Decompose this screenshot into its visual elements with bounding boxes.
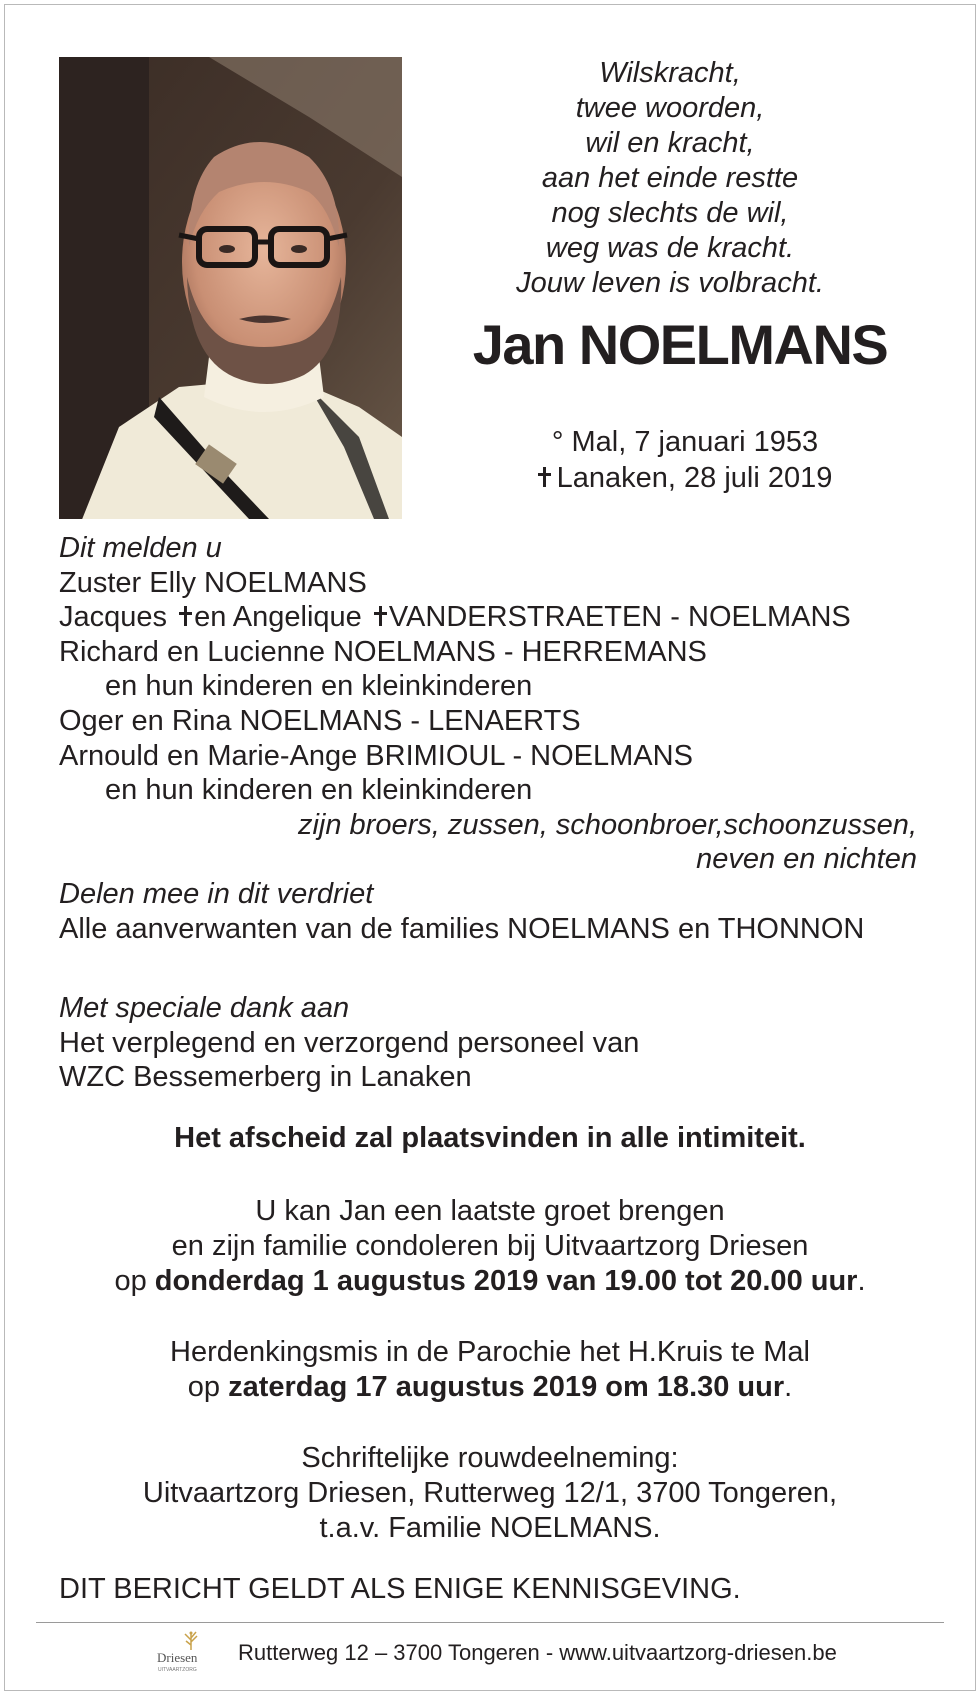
notice-text: DIT BERICHT GELDT ALS ENIGE KENNISGEVING. bbox=[59, 1573, 741, 1605]
family-jacques bbox=[59, 600, 929, 635]
condolence-line: Uitvaartzorg Driesen, Rutterweg 12/1, 3700 Tongeren, bbox=[142, 1477, 838, 1509]
thanks-intro: Met speciale dank aan bbox=[59, 992, 350, 1024]
notice bbox=[59, 1572, 929, 1607]
family-angelique: en Angelique bbox=[194, 601, 362, 634]
portrait-photo bbox=[59, 57, 402, 519]
mass-line: Herdenkingsmis in de Parochie het H.Kruis te Mal bbox=[170, 1336, 810, 1368]
cross-icon bbox=[374, 606, 387, 626]
family-richard: Richard en Lucienne NOELMANS - HERREMANS bbox=[59, 635, 707, 668]
family-oger: Oger en Rina NOELMANS - LENAERTS bbox=[59, 704, 581, 737]
footer-text: Rutterweg 12 – 3700 Tongeren - www.uitvaartzorg-driesen.be bbox=[238, 1640, 837, 1665]
poem-line: weg was de kracht. bbox=[545, 232, 795, 264]
thanks-line: Het verplegend en verzorgend personeel van bbox=[59, 1026, 640, 1059]
visit-line: U kan Jan een laatste groet brengen bbox=[255, 1195, 725, 1227]
visit-prefix: op bbox=[114, 1265, 147, 1297]
death-date-line bbox=[470, 460, 900, 496]
logo-subtext: UITVAARTZORG bbox=[158, 1667, 197, 1673]
poem-line: twee woorden, bbox=[575, 92, 765, 124]
family-sister: Zuster Elly NOELMANS bbox=[59, 566, 367, 599]
family-jacques-name: Jacques bbox=[59, 601, 168, 634]
poem-line: Wilskracht, bbox=[599, 57, 741, 89]
visit-date: donderdag 1 augustus 2019 van 19.00 tot 20.00 uur bbox=[154, 1265, 858, 1297]
poem bbox=[450, 56, 890, 301]
logo-wordmark: Driesen bbox=[157, 1650, 198, 1665]
family-children: en hun kinderen en kleinkinderen bbox=[105, 670, 533, 703]
farewell-text: Het afscheid zal plaatsvinden in alle intimiteit. bbox=[174, 1122, 806, 1154]
family-relation: zijn broers, zussen, schoonbroer,schoonzussen, bbox=[297, 808, 917, 841]
poem-line: aan het einde restte bbox=[541, 162, 799, 194]
life-dates bbox=[470, 424, 900, 496]
condolence-line: Schriftelijke rouwdeelneming: bbox=[301, 1442, 679, 1474]
mass-block bbox=[20, 1335, 960, 1405]
family-intro: Dit melden u bbox=[59, 532, 222, 564]
deceased-name: Jan NOELMANS bbox=[472, 313, 888, 376]
mass-prefix: op bbox=[187, 1371, 221, 1403]
poem-line: wil en kracht, bbox=[585, 127, 755, 159]
birth-date: ° Mal, 7 januari 1953 bbox=[551, 426, 819, 458]
share-text: Alle aanverwanten van de families NOELMANS en THONNON bbox=[59, 912, 865, 945]
condolence-block bbox=[20, 1441, 960, 1546]
family-arnould: Arnould en Marie-Ange BRIMIOUL - NOELMANS bbox=[59, 739, 693, 772]
thanks-line: WZC Bessemerberg in Lanaken bbox=[59, 1061, 472, 1094]
family-list bbox=[59, 531, 929, 946]
mass-date-line bbox=[20, 1370, 960, 1405]
share-intro: Delen mee in dit verdriet bbox=[59, 877, 374, 910]
driesen-logo bbox=[155, 1630, 215, 1678]
poem-line: nog slechts de wil, bbox=[551, 197, 789, 229]
death-date: Lanaken, 28 juli 2019 bbox=[556, 462, 833, 494]
family-surname: VANDERSTRAETEN - NOELMANS bbox=[388, 601, 851, 634]
mass-suffix: . bbox=[784, 1371, 793, 1403]
mass-date: zaterdag 17 augustus 2019 om 18.30 uur bbox=[228, 1371, 785, 1403]
condolence-line: t.a.v. Familie NOELMANS. bbox=[319, 1512, 661, 1544]
visitation-block bbox=[20, 1194, 960, 1299]
visit-line: en zijn familie condoleren bij Uitvaartzorg Driesen bbox=[171, 1230, 809, 1262]
family-children: en hun kinderen en kleinkinderen bbox=[105, 774, 533, 807]
thanks-block bbox=[59, 991, 929, 1095]
family-relation: neven en nichten bbox=[696, 843, 917, 876]
visit-suffix: . bbox=[857, 1265, 866, 1297]
cross-icon bbox=[538, 467, 551, 487]
visit-date-line bbox=[20, 1264, 960, 1299]
footer-divider bbox=[36, 1622, 944, 1623]
cross-icon bbox=[179, 606, 192, 626]
poem-line: Jouw leven is volbracht. bbox=[516, 267, 824, 299]
